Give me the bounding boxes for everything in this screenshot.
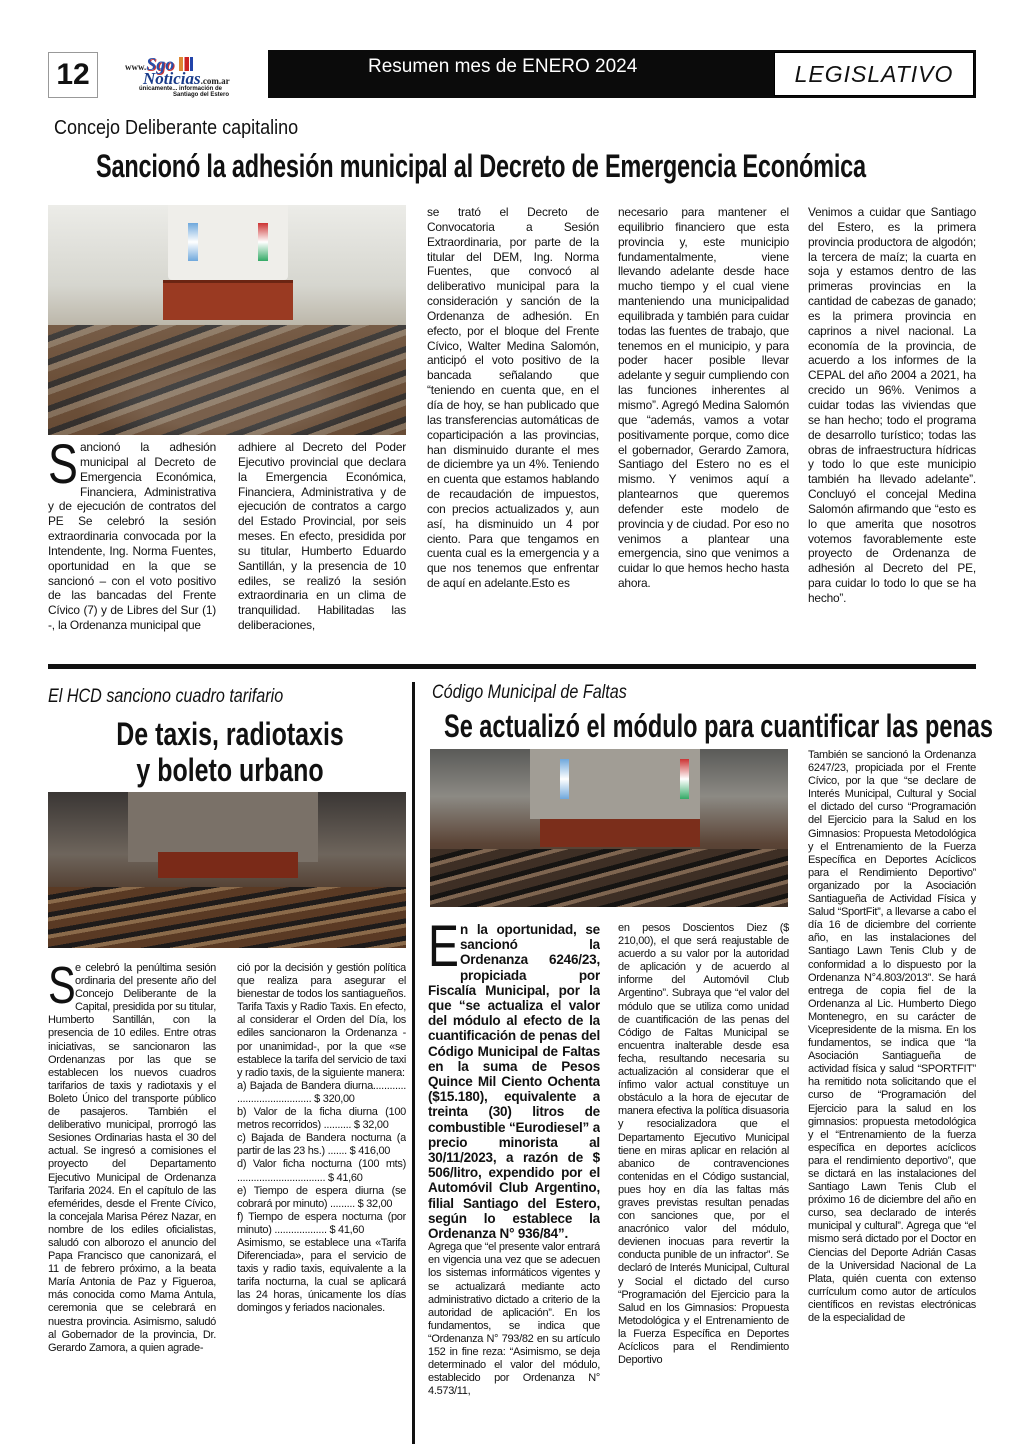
section-divider	[48, 664, 976, 669]
article2-column-2: ció por la decisión y gestión política que realiza para asegurar el bienestar de todos los santiagueños. Tarifa Taxis y Radio Taxis. En efecto, al considerar el Orden del Día, los ediles sancionaron la Ordenanza -por unanimidad-, por la que «se establece la tarifa del servicio de taxi y radio taxis, de la siguiente manera: a) Bajada de Bandera diurna............ ........................... $ 320,00 b) Valor de la ficha diurna (100 metros recorridos) .......... $ 32,00 c) Bajada de Bandera nocturna (a partir de las 23 hs.) ....... $ 416,00 d) Valor ficha nocturna (100 mts) ................................ $ 41,60 e) Tiempo de espera diurna (se cobrará por minuto) ......... $ 32,00 f) Tiempo de espera nocturna (por minuto) ................... $ 41,60 Asimismo, se establece una «Tarifa Diferenciada», para el servicio de taxis y radio taxis, equivalente a la tarifa nocturna, la cual se aplicará las 24 horas, únicamente los días domingos y feriados nacionales.	[237, 962, 406, 1315]
article2-column-1: S e celebró la penúltima sesión ordinaria del presente año del Concejo Deliberante de la Capital, presidida por su titular, Humberto Santillán, con la presencia de 10 ediles. Entre otras iniciativas, se sancionaron las Ordenanzas por las que se establecen los nuevos cuadros tarifarios de taxis y radiotaxis y el Boleto Único del transporte público de pasajeros. También el deliberativo municipal, prorrogó las Sesiones Ordinarias hasta el 30 del actual. Se ingresó a comisiones el proyecto del Departamento Ejecutivo Municipal de Ordenanza Tarifaria 2024. En el capítulo de las efemérides, desde el Frente Cívico, la concejala Marisa Pérez Nazar, en nombre de los ediles oficialistas, saludó con alborozo el anuncio del Papa Francisco que canonizará, el 11 de febrero próximo, a la beata María Antonia de Paz y Figueroa, más conocida como Mama Antula, ceremonia que se celebrará en nuestra provincia. Asimismo, saludó al Gobernador de la provincia, Dr. Gerardo Zamora, a quien agrade-	[48, 962, 216, 1354]
tariff-item: b) Valor de la ficha diurna (100 metros recorridos) .......... $ 32,00	[237, 1106, 406, 1132]
tariff-item: c) Bajada de Bandera nocturna (a partir de las 23 hs.) ....... $ 416,00	[237, 1132, 406, 1158]
section-label: LEGISLATIVO	[774, 52, 974, 96]
article1-column-4: necesario para mantener el equilibrio financiero que esta provincia y, este municipio fundamentalmente, viene llevando adelante desde hace mucho tiempo y el cual viene manteniendo una municipalidad equilibrada y también para cuidar todas las fuentes de trabajo, que tenemos en el municipio, y para poder hacer posible llevar adelante y seguir cumpliendo con las funciones inherentes al mismo”. Agregó Medina Salomón que “además, vamos a votar positivamente porque, como dice el gobernador, Gerardo Zamora, Santiago del Estero no es el mismo. Y venimos aquí a plantearnos que queremos defender este modelo de provincia y de ciudad. Por eso no venimos a plantear una emergencia, sino que venimos a cuidar lo que hemos hecho hasta ahora.	[618, 205, 789, 591]
tariff-item: a) Bajada de Bandera diurna............ ........................... $ 320,00	[237, 1079, 406, 1105]
article1-drop-cap: S	[48, 440, 78, 495]
council-session-photo-3	[430, 749, 788, 907]
article3-column-2: en pesos Doscientos Diez ($ 210,00), el que será reajustable de acuerdo a su valor por la autoridad de aplicación y de acuerdo al informe del Automóvil Club Argentino”. Subraya que “el valor del módulo que se utiliza como unidad de cuantificación de las penas del Código de Faltas Municipal se encuentra inalterable desde esa fecha, resultando necesaria su actualización al considerar que el ínfimo valor actual constituye un obstáculo a la hora de ejecutar de manera efectiva la política disuasoria y resocializadora que el Departamento Ejecutivo Municipal tiene en miras aplicar en relación al abanico de contravenciones contenidas en el Código sustancial, pues hoy en día las faltas más graves previstas resultan penadas con sanciones que, por el anacrónico valor del módulo, devienen inocuas para revertir la conducta punible de un infractor”. Se declaró de Interés Municipal, Cultural y Social el dictado del curso “Programación del Ejercicio para la Salud en los Gimnasios: Propuesta Metodológica y el Entrenamiento de la Fuerza Específica en Deportes Acíclicos para el Rendimiento Deportivo	[618, 922, 789, 1367]
tariff-item: e) Tiempo de espera diurna (se cobrará por minuto) ......... $ 32,00	[237, 1184, 406, 1210]
article1-headline: Sancionó la adhesión municipal al Decreto de Emergencia Económica	[96, 148, 866, 184]
article1-column-5: Venimos a cuidar que Santiago del Estero, es la primera provincia productora de algodón; la tercera de maíz; la cuarta en soja y estamos dentro de las primeras provincias en la cantidad de cabezas de ganado; es la primera provincia en caprinos a nivel nacional. La economía de la provincia, de acuerdo a los informes de la CEPAL del año 2004 a 2021, ha crecido un 96%. Venimos a cuidar todas las viviendas que se han hecho; todo el programa de desarrollo turístico; todas las obras de infraestructura hídricas y todo lo que este municipio también ha llevado adelante”. Concluyó el concejal Medina Salomón afirmando que “esto es lo que amerita que nosotros votemos favorablemente este proyecto de Ordenanza de adhesión al Decreto del PE, para cuidar lo todo lo que se ha hecho”.	[808, 205, 976, 605]
council-session-photo-1	[48, 205, 406, 435]
issue-title: Resumen mes de ENERO 2024	[368, 56, 638, 77]
article3-kicker: Código Municipal de Faltas	[432, 682, 627, 703]
article1-column-3: se trató el Decreto de Convocatoria a Sesión Extraordinaria, por parte de la titular del DEM, Ing. Norma Fuentes, que convocó al deliberativo municipal para la consideración y sanción de la Ordenanza de adhesión. En efecto, por el bloque del Frente Cívico, Walter Medina Salomón, anticipó el voto positivo de la bancada señalando que “teniendo en cuenta que, en el día de hoy, se han publicado que las transferencias automáticas de coparticipación a las provincias, han disminuido durante el mes de diciembre ya un 4%. Teniendo en cuenta que estamos hablando de recaudación de impuestos, con precios actualizados y, aun así, ha disminuido un 4 por ciento. Para que tengamos en cuenta cual es la emergencia y a que nos tenemos que enfrentar de aquí en adelante.Esto es	[427, 205, 599, 591]
article3-headline: Se actualizó el módulo para cuantificar las penas	[444, 708, 993, 744]
column-divider	[412, 682, 415, 1444]
article2-drop-cap: S	[48, 962, 76, 1015]
article3-column-1: E n la oportunidad, se sancionó la Ordenanza 6246/23, propiciada por Fiscalía Municipal, por la que “se actualiza el valor del módulo al efecto de la cuantificación de penas del Código Municipal de Faltas en la suma de Pesos Quince Mil Ciento Ochenta ($15.180), equivalente a treinta (30) litros de combustible “Eurodiesel” a precio minorista al 30/11/2023, a razón de $ 506/litro, expendido por el Automóvil Club Argentino, filial Santiago del Estero, según lo establece la Ordenanza N° 936/84”. Agrega que “el presente valor entrará en vigencia una vez que se adecuen los sistemas informáticos vigentes y se actualizará mediante acto administrativo dictado a criterio de la autoridad de aplicación”. En los fundamentos, se indica que “Ordenanza N° 793/82 en su artículo 152 in fine reza: “Asimismo, se deja determinado el valor del módulo, establecido por Ordenanza N° 4.573/11,	[428, 922, 600, 1398]
article3-lead: n la oportunidad, se sancionó la Ordenanza 6246/23, propiciada por Fiscalía Municipal, por la que “se actualiza el valor del módulo al efecto de la cuantificación de penas del Código Municipal de Faltas en la suma de Pesos Quince Mil Ciento Ochenta ($15.180), equivalente a treinta (30) litros de combustible “Eurodiesel” a precio minorista al 30/11/2023, a razón de $ 506/litro, expendido por el Automóvil Club Argentino, filial Santiago del Estero, según lo establece la Ordenanza N° 936/84”.	[428, 922, 600, 1242]
article3-drop-cap: E	[428, 922, 459, 979]
article2-kicker: El HCD sanciono cuadro tarifario	[48, 686, 284, 707]
article2-headline: De taxis, radiotaxis y boleto urbano	[116, 716, 344, 788]
article3-column-3: También se sancionó la Ordenanza 6247/23, propiciada por el Frente Cívico, por la que “se declare de Interés Municipal, Cultural y Social el dictado del curso “Programación del Ejercicio para la Salud en los Gimnasios: Propuesta Metodológica y el Entrenamiento de la Fuerza Específica en Deportes Acíclicos para el Rendimiento Deportivo” organizado por la Asociación Santiagueña de Actividad Física y Salud “SportFit”, a llevarse a cabo el día 16 de diciembre del corriente año, en las instalaciones del Santiago Lawn Tenis Club y de conformidad a lo dispuesto por la Ordenanza N°4.803/2013”. Se hará entrega de copia fiel de la Ordenanza al Lic. Humberto Diego Montenegro, en su carácter de Vicepresidente de la misma. En los fundamentos, se indica que “la Asociación Santiagueña de actividad física y salud “SPORTFIT” ha remitido nota solicitando que el curso de “Programación del Ejercicio para la salud en los gimnasios: propuesta metodológica y el “Entrenamiento de la fuerza específica en deportes acíclicos para el rendimiento deportivo”, que se dictará en las instalaciones del Santiago Lawn Tenis Club el próximo 16 de diciembre del año en curso, sea declarado de interés municipal y cultural”. Agrega que “el mismo será dictado por el Doctor en Ciencias del Deporte Adrián Casas de la Universidad Nacional de La Plata, quién cuenta con extenso currículum como autor de artículos científicos en revistas electrónicas de la especialidad de	[808, 749, 976, 1325]
article1-column-1: S ancionó la adhesión municipal al Decreto de Emergencia Económica, Financiera, Administrativa y de ejecución de contratos del PE Se celebró la sesión extraordinaria convocada por la Intendente, Ing. Norma Fuentes, oportunidad en la que se sancionó – con el voto positivo de las bancadas del Frente Cívico (7) y de Libres del Sur (1) -, la Ordenanza municipal que	[48, 440, 216, 633]
page-number: 12	[48, 52, 98, 98]
council-session-photo-2	[48, 792, 406, 948]
tariff-item: f) Tiempo de espera nocturna (por minuto) ................... $ 41,60	[237, 1210, 406, 1236]
sgo-noticias-logo: www.Sgo Noticias.com.ar únicamente... información de Santiago del Estero	[125, 54, 230, 98]
article1-kicker: Concejo Deliberante capitalino	[54, 117, 299, 139]
article1-column-2: adhiere al Decreto del Poder Ejecutivo provincial que declara la Emergencia Económica, Financiera, Administrativa y de ejecución de contratos a cargo del Estado Provincial, por seis meses. En efecto, presidida por su titular, Humberto Eduardo Santillán, y la presencia de 10 ediles, se realizó la sesión extraordinaria en un clima de tranquilidad. Habilitadas las deliberaciones,	[238, 440, 406, 633]
tariff-item: d) Valor ficha nocturna (100 mts) ................................ $ 41,60	[237, 1158, 406, 1184]
